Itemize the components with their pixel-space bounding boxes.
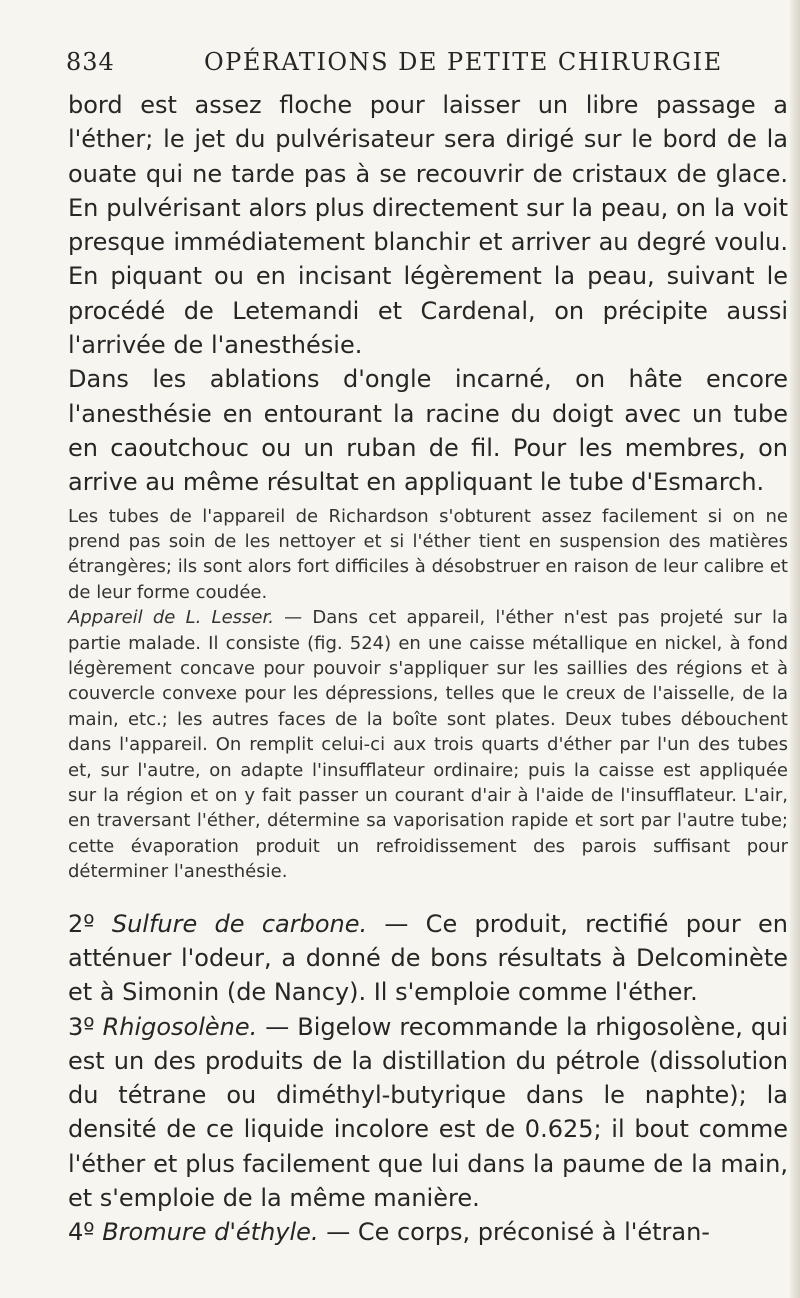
paragraph-2: Dans les ablations d'ongle incarné, on hâte encore l'anesthésie en entourant la racine du doigt avec un tube en caoutchouc ou un ruban de fil. Pour les membres, on arrive au même résultat en appliquant le tube d'Esmarch. <box>68 365 788 497</box>
page-number: 834 <box>66 48 115 76</box>
page-edge-shadow <box>790 0 800 1298</box>
lesser-heading: Appareil de L. Lesser. <box>68 607 274 629</box>
body-text <box>68 88 788 1250</box>
sulfure-heading: Sulfure de carbone. <box>111 909 368 938</box>
lesser-body: — Dans cet appareil, l'éther n'est pas projeté sur la partie malade. Il consiste (fig. 524) en une caisse métallique en nickel, à fond légèrement concave pour pouvoir s'appliquer sur les saillies des régions et à couvercle convexe pour les dépressions, telles que le creux de l'aisselle, de la main, etc.; les autres faces de la boîte sont plates. Deux tubes débouchent dans l'appareil. On remplit celui-ci aux trois quarts d'éther par l'un des tubes et, sur l'autre, on adapte l'insufflateur ordinaire; puis la caisse est appliquée sur la région et on y fait passer un courant d'air à l'aide de l'insufflateur. L'air, en traversant l'éther, détermine sa vaporisation rapide et sort par l'autre tube; cette évaporation produit un refroidissement des parois suffisant pour déterminer l'anesthésie. <box>68 607 788 883</box>
bromure-number: 4º <box>68 1218 103 1247</box>
paragraph-sulfure <box>68 907 788 1010</box>
paragraph-rhigosolene <box>68 1010 788 1216</box>
bromure-body: — Ce corps, préconisé à l'étran- <box>318 1218 710 1247</box>
bromure-heading: Bromure d'éthyle. <box>102 1218 319 1247</box>
paragraph-1: bord est assez floche pour laisser un libre passage a l'éther; le jet du pulvérisateur sera dirigé sur le bord de la ouate qui ne tarde pas à se recouvrir de cristaux de glace. En pulvérisant alors plus directement sur la peau, on la voit presque immédiatement blanchir et arriver au degré voulu. En piquant ou en incisant légèrement la peau, suivant le procédé de Letemandi et Cardenal, on précipite aussi l'arrivée de l'anesthésie. <box>68 91 788 360</box>
rhigosolene-heading: Rhigosolène. <box>102 1012 258 1041</box>
paragraph-lesser <box>68 605 788 884</box>
page-header <box>66 48 778 82</box>
running-title: OPÉRATIONS DE PETITE CHIRURGIE <box>204 48 723 76</box>
sulfure-number: 2º <box>68 909 112 938</box>
sulfure-body: — Ce produit, rectifié pour en atténuer l'odeur, a donné de bons résultats à Delcominète et à Simonin (de Nancy). Il s'emploie comme l'éther. <box>68 909 788 1007</box>
spacer <box>68 885 788 907</box>
paragraph-bromure <box>68 1215 788 1249</box>
rhigosolene-body: — Bigelow recommande la rhigosolène, qui est un des produits de la distillation du pétrole (dissolution du tétrane ou diméthyl-butyrique dans le naphte); la densité de ce liquide incolore est de 0.625; il bout comme l'éther et plus facilement que lui dans la paume de la main, et s'emploie de la même manière. <box>68 1012 788 1213</box>
rhigosolene-number: 3º <box>68 1012 103 1041</box>
paragraph-richardson-note: Les tubes de l'appareil de Richardson s'obturent assez facilement si on ne prend pas soin de les nettoyer et si l'éther tient en suspension des matières étrangères; ils sont alors fort difficiles à désobstruer en raison de leur calibre et de leur forme coudée. <box>68 505 788 603</box>
